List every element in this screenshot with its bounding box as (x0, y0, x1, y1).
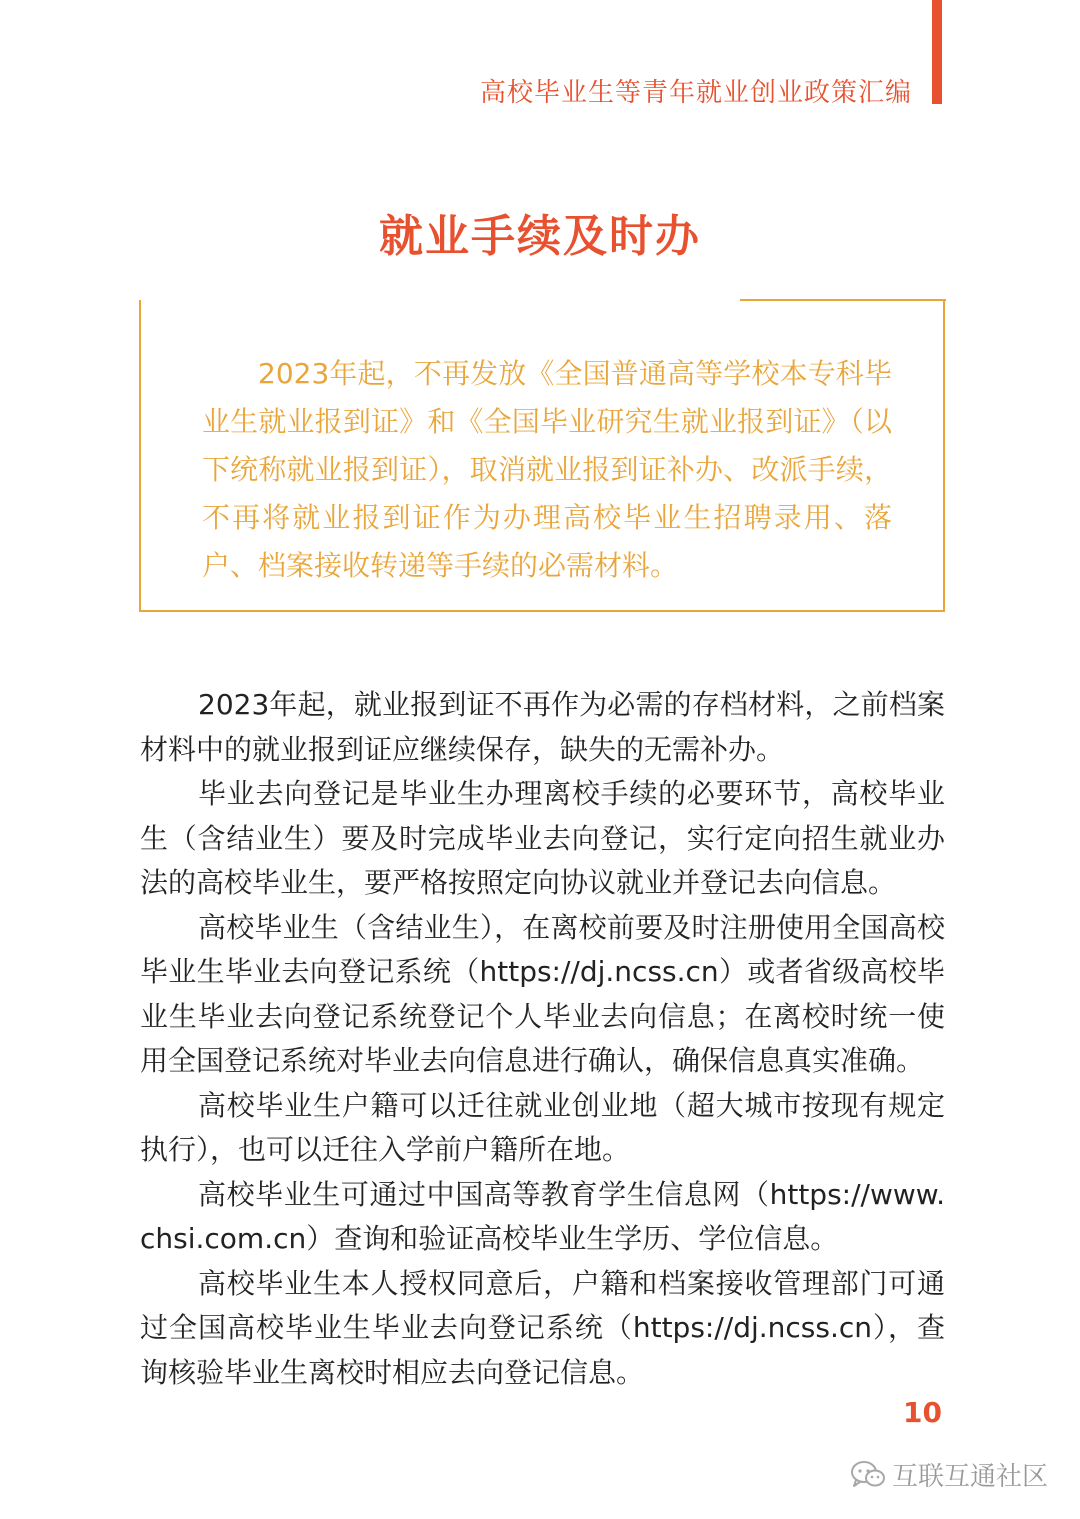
header-title: 高校毕业生等青年就业创业政策汇编 (479, 78, 912, 108)
wechat-icon (850, 1460, 886, 1490)
page-number: 10 (903, 1396, 942, 1429)
paragraph: 2023年起，就业报到证不再作为必需的存档材料，之前档案材料中的就业报到证应继续保存，缺失的无需补办。 (140, 688, 945, 766)
header-accent-bar (932, 0, 942, 104)
paragraph: 高校毕业生户籍可以迁往就业创业地（超大城市按现有规定执行），也可以迁往入学前户籍所在地。 (140, 1088, 945, 1166)
callout-text: 2023年起，不再发放《全国普通高等学校本专科毕业生就业报到证》和《全国毕业研究生就业报到证》（以下统称就业报到证），取消就业报到证补办、改派手续，不再将就业报到证作为办理高校毕业生招聘录用、落户、档案接收转递等手续的必需材料。 (202, 357, 892, 582)
watermark-text: 互联互通社区 (891, 1462, 1048, 1492)
page-title: 就业手续及时办 (379, 211, 701, 262)
paragraph: 高校毕业生（含结业生），在离校前要及时注册使用全国高校毕业生毕业去向登记系统（https://dj.ncss.cn）或者省级高校毕业生毕业去向登记系统登记个人毕业去向信息；在离校时统一使用全国登记系统对毕业去向信息进行确认，确保信息真实准确。 (140, 910, 945, 1077)
paragraph: 毕业去向登记是毕业生办理离校手续的必要环节，高校毕业生（含结业生）要及时完成毕业去向登记，实行定向招生就业办法的高校毕业生，要严格按照定向协议就业并登记去向信息。 (140, 777, 945, 899)
watermark (850, 1456, 1048, 1493)
paragraph: 高校毕业生可通过中国高等教育学生信息网（https://www.chsi.com.cn）查询和验证高校毕业生学历、学位信息。 (140, 1177, 945, 1255)
callout-top-line (740, 299, 946, 301)
paragraph: 高校毕业生本人授权同意后，户籍和档案接收管理部门可通过全国高校毕业生毕业去向登记系统（https://dj.ncss.cn），查询核验毕业生离校时相应去向登记信息。 (140, 1266, 945, 1389)
body-text (140, 683, 945, 1395)
